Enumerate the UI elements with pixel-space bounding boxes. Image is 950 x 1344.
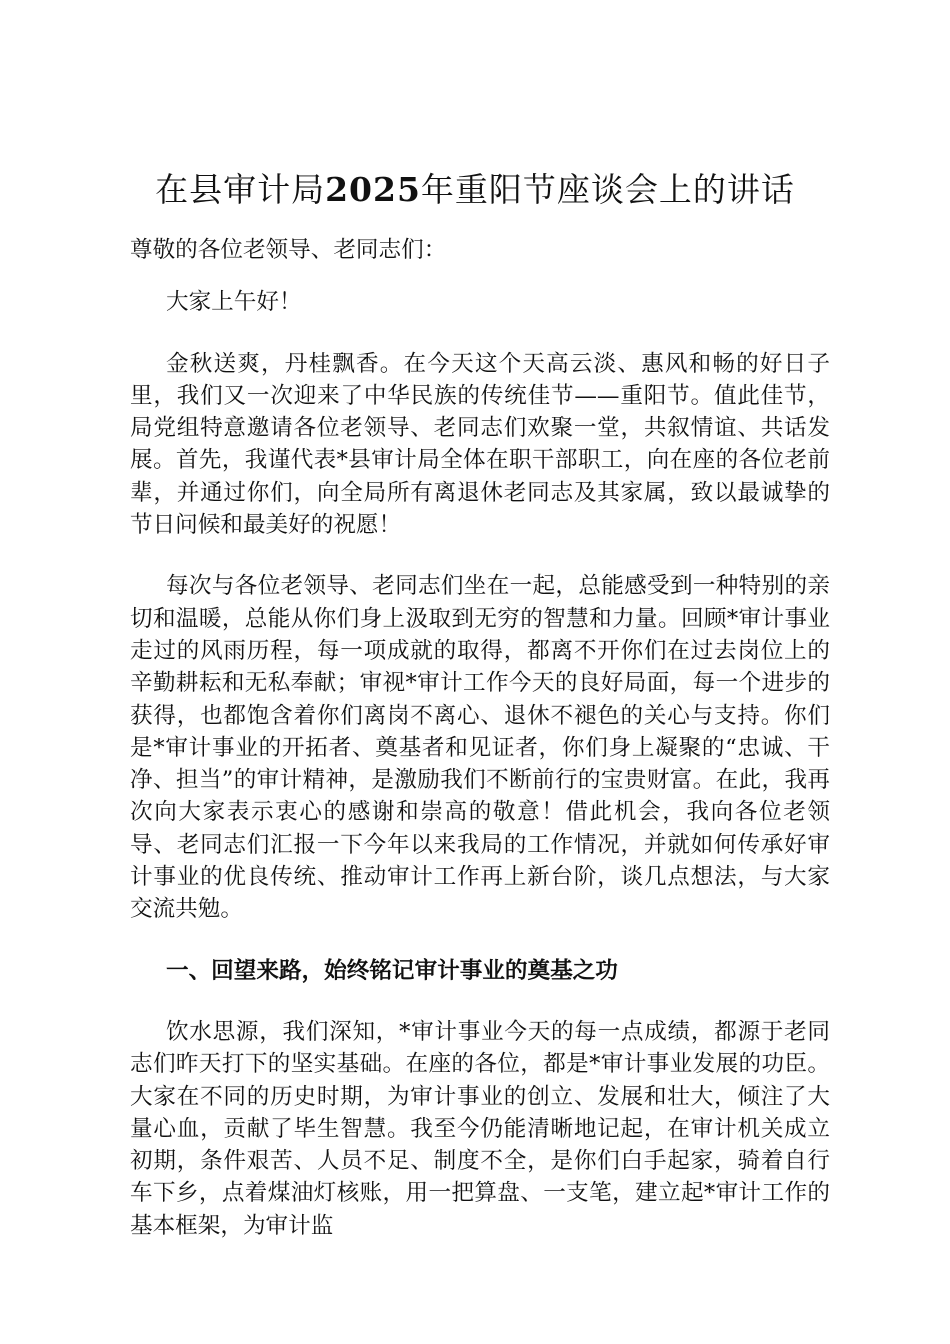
document-body	[130, 234, 830, 1242]
body-paragraph-2: 每次与各位老领导、老同志们坐在一起，总能感受到一种特别的亲切和温暖，总能从你们身上汲取到无穷的智慧和力量。回顾*审计事业走过的风雨历程，每一项成就的取得，都离不开你们在过去岗位上的辛勤耕耘和无私奉献；审视*审计工作今天的良好局面，每一个进步的获得，也都饱含着你们离岗不离心、退休不褪色的关心与支持。你们是*审计事业的开拓者、奠基者和见证者，你们身上凝聚的“忠诚、干净、担当”的审计精神，是激励我们不断前行的宝贵财富。在此，我再次向大家表示衷心的感谢和崇高的敬意！借此机会，我向各位老领导、老同志们汇报一下今年以来我局的工作情况，并就如何传承好审计事业的优良传统、推动审计工作再上新台阶，谈几点想法，与大家交流共勉。	[130, 573, 830, 923]
section-heading: 一、回望来路，始终铭记审计事业的奠基之功	[166, 957, 618, 984]
title-prefix: 在县审计局	[155, 170, 326, 209]
salutation: 尊敬的各位老领导、老同志们：	[130, 237, 447, 263]
body-paragraph-1: 金秋送爽，丹桂飘香。在今天这个天高云淡、惠风和畅的好日子里，我们又一次迎来了中华民族的传统佳节——重阳节。值此佳节，局党组特意邀请各位老领导、老同志们欢聚一堂，共叙情谊、共话发展。首先，我谨代表*县审计局全体在职干部职工，向在座的各位老前辈，并通过你们，向全局所有离退休老同志及其家属，致以最诚挚的节日问候和最美好的祝愿！	[130, 350, 830, 539]
title-year: 2025	[325, 170, 421, 209]
section-paragraph: 饮水思源，我们深知，*审计事业今天的每一点成绩，都源于老同志们昨天打下的坚实基础。在座的各位，都是*审计事业发展的功臣。大家在不同的历史时期，为审计事业的创立、发展和壮大，倾注了大量心血，贡献了毕生智慧。我至今仍能清晰地记起，在审计机关成立初期，条件艰苦、人员不足、制度不全，是你们白手起家，骑着自行车下乡，点着煤油灯核账，用一把算盘、一支笔，建立起*审计工作的基本框架，为审计监	[130, 1018, 830, 1239]
greeting: 大家上午好！	[166, 289, 302, 316]
document-title	[0, 166, 950, 214]
title-suffix: 年重阳节座谈会上的讲话	[420, 170, 795, 209]
